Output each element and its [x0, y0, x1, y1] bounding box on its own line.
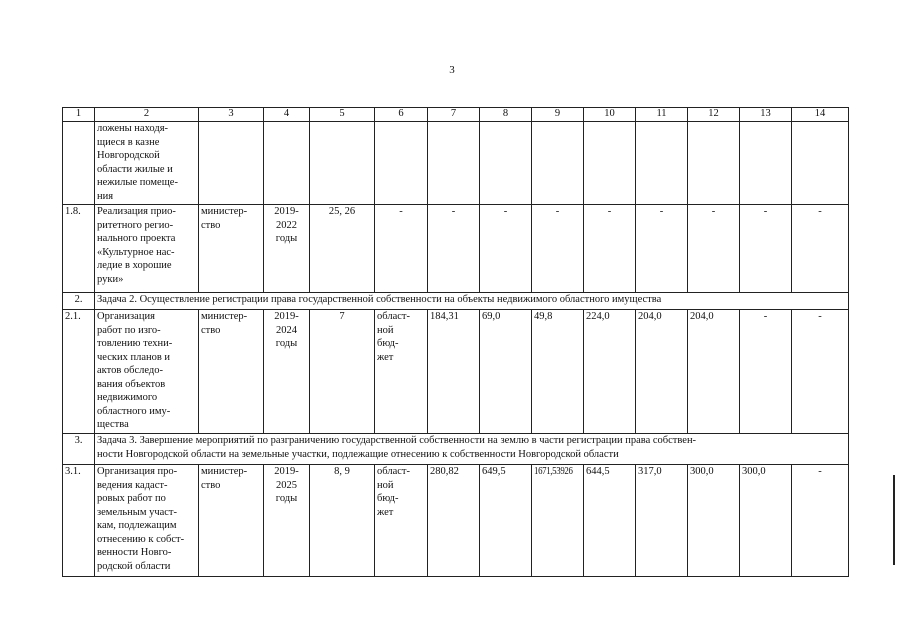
row-number-cell: 2.1. [63, 310, 95, 434]
period-cell: 2019- 2025 годы [264, 465, 310, 577]
value-cell-7: 184,31 [428, 310, 480, 434]
source-cell: - [375, 205, 428, 293]
header-cell: 10 [584, 108, 636, 122]
empty-cell [375, 122, 428, 205]
value-cell-11: 317,0 [636, 465, 688, 577]
value-cell-11: - [636, 205, 688, 293]
header-cell: 5 [310, 108, 375, 122]
measure-name-cell: Организация работ по изго- товлению техни- ческих планов и актов обследо- вания объектов недвижимого областного иму- щества [95, 310, 199, 434]
header-cell: 8 [480, 108, 532, 122]
row-number-cell [63, 122, 95, 205]
program-table [62, 107, 849, 577]
target-cell: 25, 26 [310, 205, 375, 293]
empty-cell [428, 122, 480, 205]
executor-cell: министер- ство [199, 310, 264, 434]
value-cell-8: 649,5 [480, 465, 532, 577]
target-cell: 7 [310, 310, 375, 434]
value-cell-8: - [480, 205, 532, 293]
page-number: 3 [449, 64, 455, 76]
empty-cell [740, 122, 792, 205]
value-cell-12: 204,0 [688, 310, 740, 434]
source-cell: област- ной бюд- жет [375, 310, 428, 434]
value-cell-10: 644,5 [584, 465, 636, 577]
task-text-cell [95, 434, 849, 465]
table-row-continuation [63, 122, 849, 205]
measure-name-cell: ложены находя- щиеся в казне Новгородской области жилые и нежилые помеще- ния [95, 122, 199, 205]
table-row-2-1 [63, 310, 849, 434]
measure-name-cell: Организация про- ведения кадаст- ровых работ по земельным участ- кам, подлежащим отнесению к собст- венности Новго- родской области [95, 465, 199, 577]
value-cell-14: - [792, 310, 849, 434]
source-cell: област- ной бюд- жет [375, 465, 428, 577]
task-row-3 [63, 434, 849, 465]
empty-cell [584, 122, 636, 205]
period-cell: 2019- 2024 годы [264, 310, 310, 434]
value-cell-9-text: 1671,53926 [534, 466, 573, 477]
header-cell: 11 [636, 108, 688, 122]
value-cell-14: - [792, 465, 849, 577]
value-cell-7: 280,82 [428, 465, 480, 577]
header-cell: 13 [740, 108, 792, 122]
header-cell: 1 [63, 108, 95, 122]
task-text-line-1: Задача 3. Завершение мероприятий по разграничению государственной собственности на землю в части регистрации права собствен- [97, 435, 697, 446]
empty-cell [199, 122, 264, 205]
value-cell-12: - [688, 205, 740, 293]
target-cell: 8, 9 [310, 465, 375, 577]
scan-edge-mark [893, 475, 895, 565]
executor-cell: министер- ство [199, 205, 264, 293]
row-number-cell: 1.8. [63, 205, 95, 293]
task-number-cell: 3. [63, 434, 95, 465]
period-cell: 2019- 2022 годы [264, 205, 310, 293]
header-cell: 12 [688, 108, 740, 122]
value-cell-13: 300,0 [740, 465, 792, 577]
value-cell-9 [532, 465, 584, 577]
value-cell-10: - [584, 205, 636, 293]
table-row-1-8 [63, 205, 849, 293]
empty-cell [480, 122, 532, 205]
header-cell: 2 [95, 108, 199, 122]
measure-name-cell: Реализация прио- ритетного регио- нального проекта «Культурное нас- ледие в хорошие руки» [95, 205, 199, 293]
value-cell-8: 69,0 [480, 310, 532, 434]
row-number-cell: 3.1. [63, 465, 95, 577]
header-cell: 4 [264, 108, 310, 122]
value-cell-11: 204,0 [636, 310, 688, 434]
value-cell-9: - [532, 205, 584, 293]
empty-cell [310, 122, 375, 205]
header-cell: 3 [199, 108, 264, 122]
empty-cell [264, 122, 310, 205]
header-row [63, 108, 849, 122]
header-cell: 9 [532, 108, 584, 122]
empty-cell [532, 122, 584, 205]
empty-cell [688, 122, 740, 205]
empty-cell [792, 122, 849, 205]
header-cell: 14 [792, 108, 849, 122]
header-cell: 6 [375, 108, 428, 122]
header-cell: 7 [428, 108, 480, 122]
task-text-line-2: ности Новгородской области на земельные участки, подлежащие отнесению к собственности Новгородской области [97, 448, 619, 460]
value-cell-9: 49,8 [532, 310, 584, 434]
value-cell-13: - [740, 205, 792, 293]
table-row-3-1 [63, 465, 849, 577]
task-text-cell: Задача 2. Осуществление регистрации права государственной собственности на объекты недвижимого областного имущества [95, 293, 849, 310]
value-cell-7: - [428, 205, 480, 293]
task-number-cell: 2. [63, 293, 95, 310]
executor-cell: министер- ство [199, 465, 264, 577]
task-row-2 [63, 293, 849, 310]
empty-cell [636, 122, 688, 205]
value-cell-14: - [792, 205, 849, 293]
value-cell-13: - [740, 310, 792, 434]
value-cell-10: 224,0 [584, 310, 636, 434]
value-cell-12: 300,0 [688, 465, 740, 577]
